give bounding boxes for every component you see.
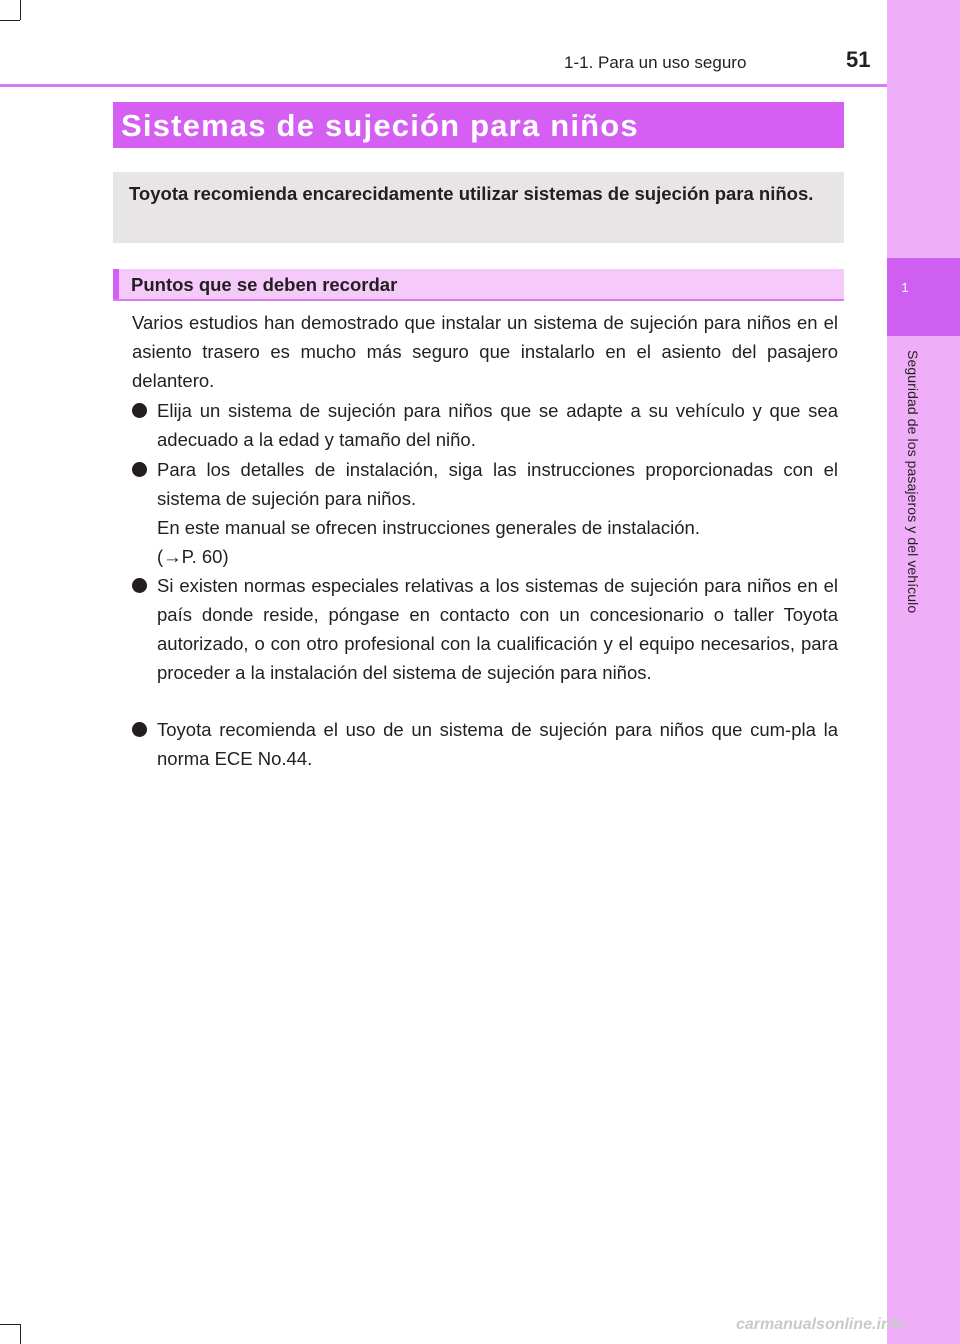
watermark: carmanualsonline.info [736,1316,906,1333]
subheading: Puntos que se deben recordar [131,274,398,295]
bullet-text: Elija un sistema de sujeción para niños que se adapte a su vehículo y que sea adecuado a la edad y tamaño del niño. [157,400,838,450]
intro-text: Toyota recomienda encarecidamente utilizar sistemas de sujeción para niños. [129,183,814,204]
bullet-extra-text: En este manual se ofrecen instrucciones generales de instalación. [157,517,700,538]
subheading-bar [113,269,844,301]
bullet-text: Toyota recomienda el uso de un sistema de sujeción para niños que cum-pla la norma ECE No.44. [157,719,838,769]
header-rule [0,84,887,87]
intro-paragraph: Varios estudios han demostrado que instalar un sistema de sujeción para niños en el asiento trasero es mucho más seguro que instalarlo en el asiento del pasajero delantero. [132,312,838,391]
page-reference: (→P. 60) [157,546,229,567]
page-title: Sistemas de sujeción para niños [121,108,639,143]
bullet-icon [132,403,147,418]
bullet-text: Para los detalles de instalación, siga las instrucciones proporcionadas con el sistema de sujeción para niños. [157,459,838,509]
crop-mark [20,1324,21,1344]
chapter-number: 1 [901,280,909,295]
chapter-label: Seguridad de los pasajeros y del vehículo [905,350,921,614]
bullet-icon [132,722,147,737]
intro-box [113,172,844,243]
chapter-side-tab [887,0,960,1344]
bullet-icon [132,462,147,477]
section-title: 1-1. Para un uso seguro [564,53,747,72]
crop-mark [20,0,21,20]
bullet-text: Si existen normas especiales relativas a los sistemas de sujeción para niños en el país donde reside, póngase en contacto con un concesionario o taller Toyota autorizado, o con otro profesional con la cualificación y el equipo necesarios, para proceder a la instalación del sistema de sujeción para niños. [157,575,838,683]
crop-mark [0,1324,20,1325]
chapter-number-box [887,258,960,336]
page-number: 51 [846,47,871,72]
crop-mark [0,20,20,21]
bullet-icon [132,578,147,593]
page-title-bar [113,102,844,148]
bullet-text-block [157,455,838,571]
